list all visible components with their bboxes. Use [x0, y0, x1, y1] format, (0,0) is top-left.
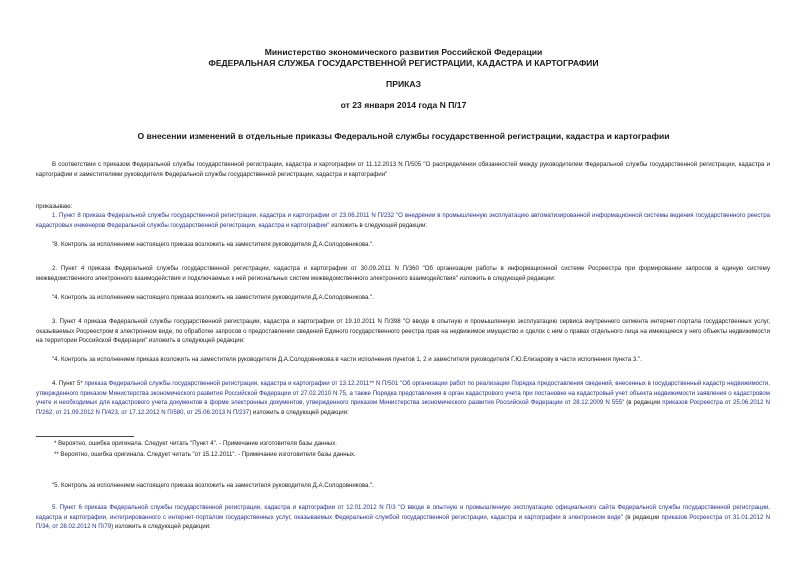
item-4-paragraph — [36, 379, 770, 417]
item-5-paragraph — [36, 503, 770, 532]
item-5-edition-lead: (в редакции — [622, 513, 662, 521]
agency-name: ФЕДЕРАЛЬНАЯ СЛУЖБА ГОСУДАРСТВЕННОЙ РЕГИСТРАЦИИ, КАДАСТРА И КАРТОГРАФИИ — [208, 58, 599, 68]
item-4-edition-lead: (в редакции — [624, 399, 663, 406]
footnote-1: * Вероятно, ошибка оригинала. Следует читать "Пункт 4". - Примечание изготовителя базы данных. — [54, 440, 337, 447]
item-1-quote: "8. Контроль за исполнением настоящего приказа возложить на заместителя руководителя Д.А.Солодовникова.". — [52, 241, 374, 248]
document-date-number: от 23 января 2014 года N П/17 — [340, 100, 467, 110]
item-1-rest: изложить в следующей редакции: — [329, 221, 428, 229]
item-4-rest: ) изложить в следующей редакции: — [249, 408, 349, 416]
item-4-quote: "5. Контроль за исполнением настоящего приказа возложить на заместителя руководителя Д.А.Солодовникова.". — [52, 482, 374, 489]
document-type: ПРИКАЗ — [386, 79, 421, 89]
item-5-link[interactable]: 5. Пункт 6 приказа Федеральной службы государственной регистрации, кадастра и картографии от 12.01.2012 N П/3 "О вводе в опытную и промышленную эксплуатацию официального сайта Федеральной службы государственной регистрации, кадастра и картографии, интегрированного с интернет-порталом государственных услуг, оказываемых Федеральной службой государственной регистрации, кадастра и картографии в электронном виде" — [36, 504, 770, 521]
item-3-quote: "4. Контроль за исполнением приказа возложить на заместителя руководителя Д.А.Солодовникова в части исполнения пунктов 1, 2 и заместителя руководителя Г.Ю.Елизарову в части исполнения пункта 3.". — [52, 356, 642, 363]
preamble-paragraph: В соответствии с приказом Федеральной службы государственной регистрации, кадастра и картографии от 11.12.2013 N П/505 "О распределении обязанностей между руководителем Федеральной службы государственной регистрации, кадастра и картографии и заместителями руководителя Федеральной службы государственной регистрации, кадастра и картографии" — [36, 161, 770, 178]
footnote-separator — [36, 436, 134, 437]
order-word: приказываю: — [36, 203, 73, 210]
ministry-name: Министерство экономического развития Российской Федерации — [264, 47, 543, 57]
item-1-link[interactable]: 1. Пункт 8 приказа Федеральной службы государственной регистрации, кадастра и картографии от 23.06.2011 N П/232 "О внедрении в промышленную эксплуатацию автоматизированной информационной системы ведения государственного реестра кадастровых инженеров Федеральной службы государственной регистрации, кадастра и картографии" — [36, 212, 770, 229]
item-1-paragraph — [36, 211, 770, 230]
footnote-2: ** Вероятно, ошибка оригинала. Следует читать "от 15.12.2011". - Примечание изготовителя базы данных. — [54, 451, 356, 458]
item-4-link[interactable]: приказа Федеральной службы государственной регистрации, кадастра и картографии от 13.12.2011** N П/501 "Об организации работ по реализации Порядка предоставления сведений, внесенных в государственный кадастр недвижимости, утвержденного приказом Министерства экономического развития Российской Федерации от 27.02.2010 N 75, а также Порядка представления в орган кадастрового учета при постановке на кадастровый учет объекта недвижимости заявления о кадастровом учете и необходимых для кадастрового учета документов в форме электронных документов, утвержденного приказом Министерства экономического развития Российской Федерации от 28.12.2009 N 555" — [36, 380, 770, 406]
item-2-quote: "4. Контроль за исполнением настоящего приказа возложить на заместителя руководителя Д.А.Солодовникова.". — [52, 294, 374, 301]
document-title: О внесении изменений в отдельные приказы Федеральной службы государственной регистрации, кадастра и картографии — [137, 131, 670, 141]
item-5-rest: ) изложить в следующей редакции: — [111, 523, 211, 530]
item-3-paragraph: 3. Пункт 4 приказа Федеральной службы государственной регистрации, кадастра и картографии от 19.10.2011 N П/398 "О вводе в опытную и промышленную эксплуатацию сервиса внутреннего сегмента интернет-портала государственных услуг, оказываемых Росреестром в электронном виде, по обработке запросов о предоставлении сведений Единого государственного реестра прав на недвижимое имущество и сделок с ним о правах отдельного лица на имеющиеся у него объекты недвижимости на территории Российской Федерации" изложить в следующей редакции: — [36, 318, 770, 344]
item-4-lead: 4. Пункт 5* — [52, 380, 85, 387]
item-2-paragraph: 2. Пункт 4 приказа Федеральной службы государственной регистрации, кадастра и картографии от 30.09.2011 N П/360 "Об организации работы в информационной системе Росреестра при формировании запросов в единую систему межведомственного электронного взаимодействия и подключаемых к ней региональных систем межведомственного электронного взаимодействия" изложить в следующей редакции: — [36, 265, 770, 282]
item-5-edition-link[interactable]: приказов Росреестра от 31.01.2012 N П/34, от 28.02.2012 N П/79 — [36, 513, 770, 530]
item-4-edition-link[interactable]: приказов Росреестра от 25.06.2012 N П/262, от 21.09.2012 N П/423, от 17.12.2012 N П/580, от 25.06.2013 N П/237 — [36, 399, 770, 416]
